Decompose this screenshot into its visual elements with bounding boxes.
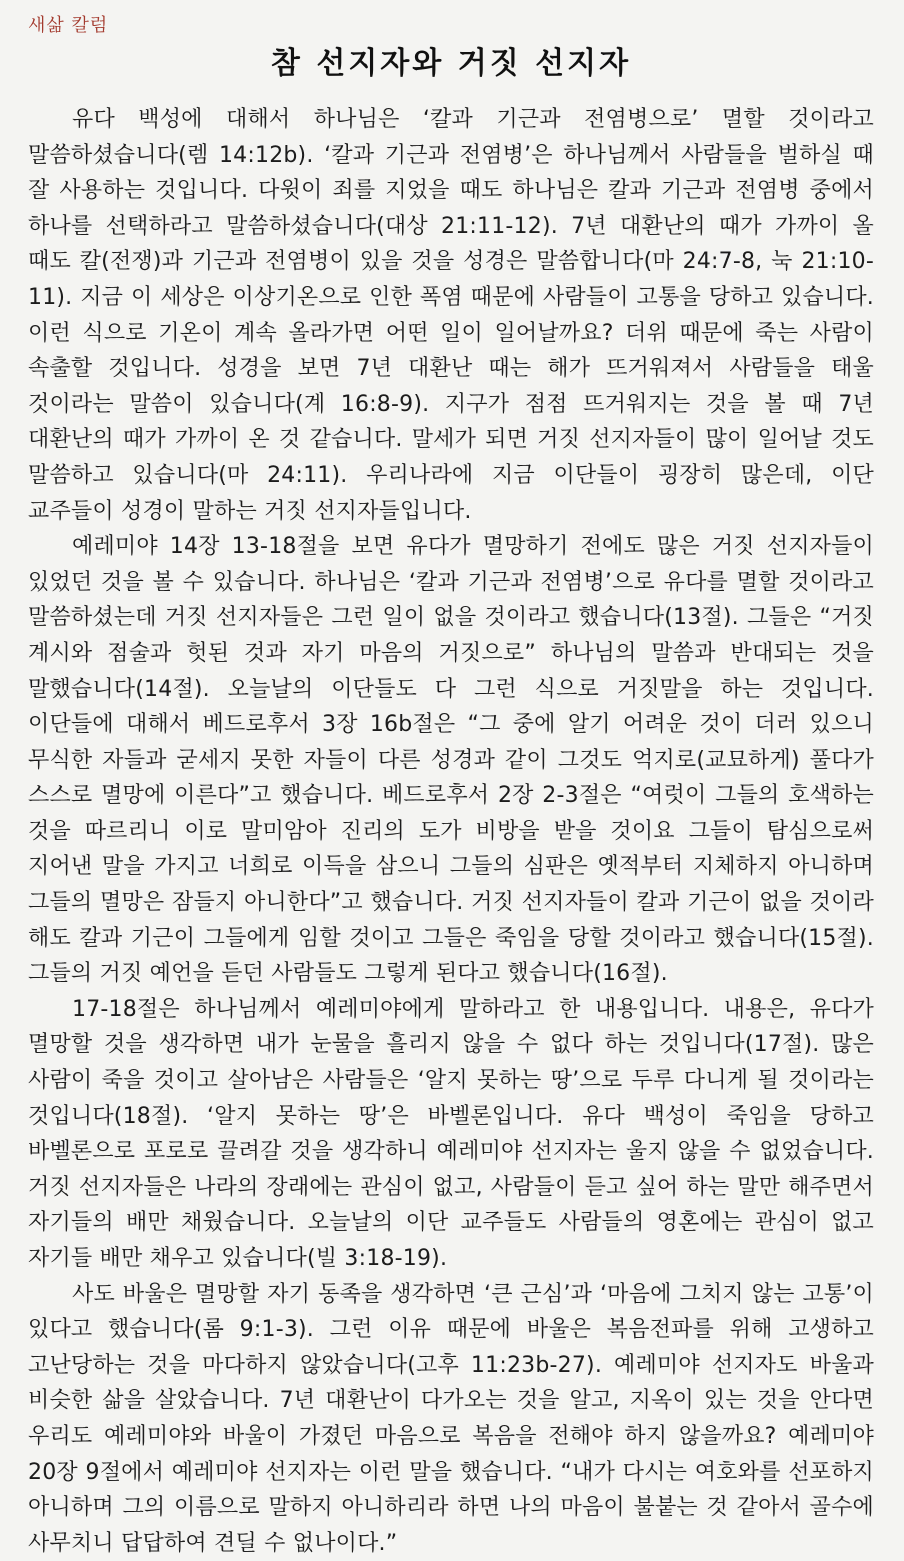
article-title: 참 선지자와 거짓 선지자 <box>270 46 632 81</box>
column-label: 새삶 칼럼 <box>28 15 109 36</box>
paragraph-1: 유다 백성에 대해서 하나님은 ‘칼과 기근과 전염병으로’ 멸할 것이라고 말씀하셨습니다(렘 14:12b). ‘칼과 기근과 전염병’은 하나님께서 사람들을 벌하실 때 잘 사용하는 것입니다. 다윗이 죄를 지었을 때도 하나님은 칼과 기근과 전염병 중에서 하나를 선택하라고 말씀하셨습니다(대상 21:11-12). 7년 대환난의 때가 가까이 올 때도 칼(전쟁)과 기근과 전염병이 있을 것을 성경은 말씀합니다(마 24:7-8, 눅 21:10-11). 지금 이 세상은 이상기온으로 인한 폭염 때문에 사람들이 고통을 당하고 있습니다. 이런 식으로 기온이 계속 올라가면 어떤 일이 일어날까요? 더위 때문에 죽는 사람이 속출할 것입니다. 성경을 보면 7년 대환난 때는 해가 뜨거워져서 사람들을 태울 것이라는 말씀이 있습니다(계 16:8-9). 지구가 점점 뜨거워지는 것을 볼 때 7년 대환난의 때가 가까이 온 것 같습니다. 말세가 되면 거짓 선지자들이 많이 일어날 것도 말씀하고 있습니다(마 24:11). 우리나라에 지금 이단들이 굉장히 많은데, 이단 교주들이 성경이 말하는 거짓 선지자들입니다. <box>28 107 874 524</box>
article-body <box>28 102 874 1561</box>
paragraph-4: 사도 바울은 멸망할 자기 동족을 생각하면 ‘큰 근심’과 ‘마음에 그치지 않는 고통’이 있다고 했습니다(롬 9:1-3). 그런 이유 때문에 바울은 복음전파를 위해 고생하고 고난당하는 것을 마다하지 않았습니다(고후 11:23b-27). 예레미야 선지자도 바울과 비슷한 삶을 살았습니다. 7년 대환난이 다가오는 것을 알고, 지옥이 있는 것을 안다면 우리도 예레미야와 바울이 가졌던 마음으로 복음을 전해야 하지 않을까요? 예레미야 20장 9절에서 예레미야 선지자는 이런 말을 했습니다. “내가 다시는 여호와를 선포하지 아니하며 그의 이름으로 말하지 아니하리라 하면 나의 마음이 불붙는 것 같아서 골수에 사무치니 답답하여 견딜 수 없나이다.” <box>28 1281 874 1556</box>
paragraph-3: 17-18절은 하나님께서 예레미야에게 말하라고 한 내용입니다. 내용은, 유다가 멸망할 것을 생각하면 내가 눈물을 흘리지 않을 수 없다 하는 것입니다(17절). 많은 사람이 죽을 것이고 살아남은 사람들은 ‘알지 못하는 땅’으로 두루 다니게 될 것이라는 것입니다(18절). ‘알지 못하는 땅’은 바벨론입니다. 유다 백성이 죽임을 당하고 바벨론으로 포로로 끌려갈 것을 생각하니 예레미야 선지자는 울지 않을 수 없었습니다. 거짓 선지자들은 나라의 장래에는 관심이 없고, 사람들이 듣고 싶어 하는 말만 해주면서 자기들의 배만 채웠습니다. 오늘날의 이단 교주들도 사람들의 영혼에는 관심이 없고 자기들 배만 채우고 있습니다(빌 3:18-19). <box>28 996 874 1271</box>
paragraph-2: 예레미야 14장 13-18절을 보면 유다가 멸망하기 전에도 많은 거짓 선지자들이 있었던 것을 볼 수 있습니다. 하나님은 ‘칼과 기근과 전염병’으로 유다를 멸할 것이라고 말씀하셨는데 거짓 선지자들은 그런 일이 없을 것이라고 했습니다(13절). 그들은 “거짓 계시와 점술과 헛된 것과 자기 마음의 거짓으로” 하나님의 말씀과 반대되는 것을 말했습니다(14절). 오늘날의 이단들도 다 그런 식으로 거짓말을 하는 것입니다. 이단들에 대해서 베드로후서 3장 16b절은 “그 중에 알기 어려운 것이 더러 있으니 무식한 자들과 굳세지 못한 자들이 다른 성경과 같이 그것도 억지로(교묘하게) 풀다가 스스로 멸망에 이른다”고 했습니다. 베드로후서 2장 2-3절은 “여럿이 그들의 호색하는 것을 따르리니 이로 말미암아 진리의 도가 비방을 받을 것이요 그들이 탐심으로써 지어낸 말을 가지고 너희로 이득을 삼으니 그들의 심판은 옛적부터 지체하지 아니하며 그들의 멸망은 잠들지 아니한다”고 했습니다. 거짓 선지자들이 칼과 기근이 없을 것이라 해도 칼과 기근이 그들에게 임할 것이고 그들은 죽임을 당할 것이라고 했습니다(15절). 그들의 거짓 예언을 듣던 사람들도 그렇게 된다고 했습니다(16절). <box>28 534 874 987</box>
